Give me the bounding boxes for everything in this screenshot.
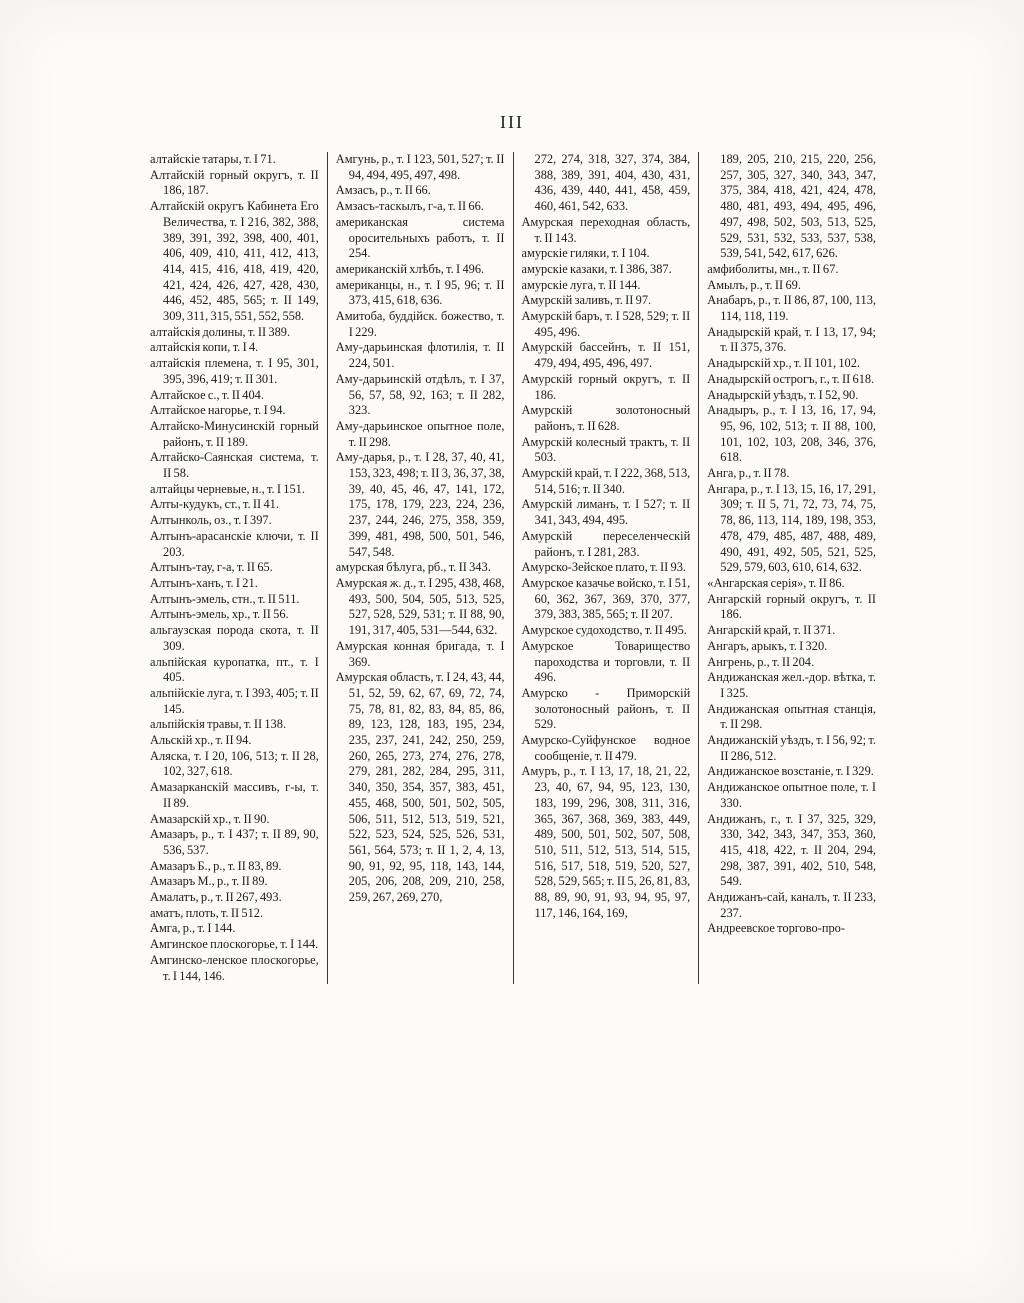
index-entry: Амурскій горный округъ, т. II 186. (521, 371, 691, 402)
index-entry: Аму-дарьинскій отдѣлъ, т. I 37, 56, 57, 58, 92, 163; т. II 282, 323. (335, 371, 505, 418)
index-entry: амурскіе луга, т. II 144. (521, 277, 641, 292)
index-entry: Амга, р., т. I 144. (150, 921, 236, 936)
index-entry: Альскій хр., т. II 94. (150, 733, 252, 748)
index-entry: Андижанъ-сай, каналъ, т. II 233, 237. (707, 890, 876, 920)
index-entry: Амурская ж. д., т. I 295, 438, 468, 493, 500, 504, 505, 513, 525, 527, 528, 529, 531; т. II 88, 90, 191, 317, 405, 531—544, 632. (335, 575, 505, 638)
index-entry: Амалатъ, р., т. II 267, 493. (150, 890, 282, 905)
index-entry: американскій хлѣбъ, т. I 496. (335, 261, 485, 276)
index-entry: Алтынколь, оз., т. I 397. (150, 513, 272, 528)
index-entry: Амитоба, буддійск. божество, т. I 229. (335, 309, 505, 339)
index-entry: альпійская куропатка, пт., т. I 405. (150, 654, 319, 685)
index-entry: Алтынъ-эмель, хр., т. II 56. (150, 607, 289, 622)
index-entry: Андижанъ, г., т. I 37, 325, 329, 330, 342, 343, 347, 353, 360, 415, 418, 422, т. II 204, 294, 298, 387, 391, 402, 510, 548, 549. (707, 811, 876, 889)
index-entry: Амгунь, р., т. I 123, 501, 527; т. II 94, 494, 495, 497, 498. (335, 152, 505, 182)
index-entry: Андижанская опытная станція, т. II 298. (707, 701, 876, 732)
index-entry: алтайскія долины, т. II 389. (150, 324, 291, 339)
index-entry: амфиболиты, мн., т. II 67. (707, 261, 839, 276)
index-entry: Алтайскій горный округъ, т. II 186, 187. (150, 167, 319, 198)
index-entry: Ангрень, р., т. II 204. (707, 654, 815, 669)
index-entry: амурскіе гиляки, т. I 104. (521, 246, 650, 261)
index-entry: Амазаръ Б., р., т. II 83, 89. (150, 858, 282, 873)
index-entry: Андижанское опытное поле, т. I 330. (707, 780, 876, 810)
index-entry: Амурскій бассейнъ, т. II 151, 479, 494, 495, 496, 497. (521, 340, 691, 371)
index-entry: Андижанское возстаніе, т. I 329. (707, 764, 874, 779)
index-entry: Алтайское нагорье, т. I 94. (150, 403, 286, 418)
index-entry: амурскіе казаки, т. I 386, 387. (521, 261, 672, 276)
index-entry: Алтынъ-эмель, стн., т. II 511. (150, 591, 300, 606)
index-entry: Анабаръ, р., т. II 86, 87, 100, 113, 114, 118, 119. (707, 293, 876, 324)
index-entry: Амурскій край, т. I 222, 368, 513, 514, 516; т. II 340. (521, 466, 691, 496)
index-entry: Амылъ, р., т. II 69. (707, 277, 801, 292)
index-entry: Андижанскій уѣздъ, т. I 56, 92; т. II 286, 512. (707, 733, 876, 763)
index-entry: Амурская конная бригада, т. I 369. (335, 638, 505, 669)
index-entry: Анадырскій край, т. I 13, 17, 94; т. II 375, 376. (707, 324, 876, 355)
index-entry: Андижанская жел.-дор. вѣтка, т. I 325. (707, 670, 876, 700)
index-entry: Ангара, р., т. I 13, 15, 16, 17, 291, 309; т. II 5, 71, 72, 73, 74, 75, 78, 86, 113, 114, 189, 198, 353, 478, 479, 485, 487, 488, 489, 490, 491, 492, 505, 521, 525, 529, 579, 603, 610, 614, 632. (707, 481, 876, 575)
index-entry: Амурскій лиманъ, т. I 527; т. II 341, 343, 494, 495. (521, 497, 691, 528)
index-entry: Ангарскій горный округъ, т. II 186. (707, 591, 876, 622)
index-entry: альпійскія травы, т. II 138. (150, 717, 287, 732)
index-entry: альпійскіе луга, т. I 393, 405; т. II 145. (150, 685, 319, 716)
index-entry: американцы, н., т. I 95, 96; т. II 373, 415, 618, 636. (335, 277, 505, 308)
index-entry: Алтайско-Минусинскій горный районъ, т. II 189. (150, 418, 319, 449)
index-entry: алтайскія племена, т. I 95, 301, 395, 396, 419; т. II 301. (150, 356, 319, 386)
index-entry: Амурскій переселенческій районъ, т. I 281, 283. (521, 528, 691, 559)
index-entry: Анадырскій хр., т. II 101, 102. (707, 356, 861, 371)
index-entry: Амгинско-ленское плоскогорье, т. I 144, 146. (150, 952, 319, 983)
index-columns (142, 152, 884, 984)
index-entry: Ангаръ, арыкъ, т. I 320. (707, 638, 828, 653)
index-entry: Алтынъ-ханъ, т. I 21. (150, 575, 258, 590)
index-entry: Алтайскій округъ Кабинета Его Величества, т. I 216, 382, 388, 389, 391, 392, 398, 400, 401, 406, 409, 410, 411, 412, 413, 414, 415, 416, 418, 419, 420, 421, 424, 426, 427, 428, 430, 446, 452, 485, 565; т. II 149, 309, 311, 315, 551, 552, 558. (150, 199, 319, 324)
index-column-2 (327, 152, 513, 984)
index-entry: Амурская область, т. I 24, 43, 44, 51, 52, 59, 62, 67, 69, 72, 74, 75, 78, 81, 82, 83, 84, 85, 86, 89, 123, 128, 183, 195, 234, 235, 237, 241, 242, 250, 259, 260, 265, 273, 274, 276, 278, 279, 281, 282, 284, 295, 311, 340, 350, 354, 357, 383, 451, 455, 468, 500, 501, 502, 505, 506, 511, 512, 513, 519, 521, 522, 523, 524, 525, 526, 531, 561, 564, 573; т. II 1, 2, 4, 13, 90, 91, 92, 95, 118, 143, 144, 205, 206, 208, 209, 210, 258, 259, 267, 269, 270, (335, 670, 505, 905)
index-entry: алтайцы черневые, н., т. I 151. (150, 481, 305, 496)
index-entry: Амгинское плоскогорье, т. I 144. (150, 937, 319, 952)
index-entry: Алтайское с., т. II 404. (150, 387, 264, 402)
index-entry: Амурско-Суйфунское водное сообщеніе, т. II 479. (521, 733, 691, 763)
index-entry: Амурскій золотоносный районъ, т. II 628. (521, 403, 691, 433)
index-entry: Алтынъ-тау, г-а, т. II 65. (150, 560, 273, 575)
index-entry: алтайскія копи, т. I 4. (150, 340, 259, 355)
index-entry: Андреевское торгово-про- (707, 921, 845, 936)
index-column-1 (142, 152, 327, 984)
index-column-3 (513, 152, 699, 984)
index-entry: Амуръ, р., т. I 13, 17, 18, 21, 22, 23, 40, 67, 94, 95, 123, 130, 183, 199, 296, 308, 311, 316, 365, 367, 368, 369, 383, 449, 489, 500, 501, 502, 507, 508, 510, 511, 512, 513, 514, 515, 516, 517, 518, 519, 520, 527, 528, 529, 565; т. II 5, 26, 81, 83, 88, 89, 90, 91, 93, 94, 95, 97, 117, 146, 164, 169, (521, 764, 691, 920)
index-entry: Амазаръ, р., т. I 437; т. II 89, 90, 536, 537. (150, 827, 319, 857)
index-entry: алтайскіе татары, т. I 71. (150, 152, 276, 166)
index-entry: Алтынъ-арасанскіе ключи, т. II 203. (150, 528, 319, 559)
index-entry-continuation: 272, 274, 318, 327, 374, 384, 388, 389, 391, 404, 430, 431, 436, 439, 440, 441, 458, 459, 460, 461, 542, 633. (534, 152, 691, 214)
index-entry: Анадыръ, р., т. I 13, 16, 17, 94, 95, 96, 102, 513; т. II 88, 100, 101, 102, 103, 208, 346, 376, 618. (707, 403, 876, 465)
index-entry: аматъ, плоть, т. II 512. (150, 905, 264, 920)
index-entry: Амурское Товарищество пароходства и торговли, т. II 496. (521, 638, 691, 685)
index-entry: «Ангарская серія», т. II 86. (707, 575, 845, 590)
index-entry: американская система оросительныхъ работъ, т. II 254. (335, 214, 505, 261)
index-entry: Амурскій заливъ, т. II 97. (521, 293, 652, 308)
index-column-4 (698, 152, 884, 984)
index-entry-continuation: 189, 205, 210, 215, 220, 256, 257, 305, 327, 340, 343, 347, 375, 384, 418, 421, 424, 478, 480, 481, 493, 494, 495, 496, 497, 498, 502, 503, 513, 525, 529, 531, 532, 533, 537, 538, 539, 541, 542, 617, 626. (720, 152, 876, 261)
index-entry: Алтайско-Саянская система, т. II 58. (150, 450, 319, 481)
index-entry: Анадырскій уѣздъ, т. I 52, 90. (707, 387, 859, 402)
index-entry: Амзасъ-таскылъ, г-а, т. II 66. (335, 199, 484, 214)
index-entry: амурская бѣлуга, рб., т. II 343. (335, 560, 491, 575)
index-entry: Амурское судоходство, т. II 495. (521, 623, 687, 638)
index-entry: Амурско-Зейское плато, т. II 93. (521, 560, 687, 575)
index-entry: Амурскій колесный трактъ, т. II 503. (521, 434, 691, 465)
index-entry: Амазарскій хр., т. II 90. (150, 811, 270, 826)
index-entry: Аляска, т. I 20, 106, 513; т. II 28, 102, 327, 618. (150, 748, 319, 779)
index-entry: Анадырскій острогъ, г., т. II 618. (707, 371, 875, 386)
index-entry: Анга, р., т. II 78. (707, 466, 790, 481)
index-entry: Амзасъ, р., т. II 66. (335, 183, 431, 198)
index-entry: Аму-дарьинская флотилія, т. II 224, 501. (335, 340, 505, 371)
index-entry: Амурская переходная область, т. II 143. (521, 214, 691, 245)
index-entry: Амазарканскій массивъ, г-ы, т. II 89. (150, 780, 319, 810)
index-entry: Амурскій баръ, т. I 528, 529; т. II 495, 496. (521, 309, 691, 339)
index-entry: Ангарскій край, т. II 371. (707, 623, 836, 638)
index-entry: Аму-дарьинское опытное поле, т. II 298. (335, 418, 505, 449)
index-entry: Аму-дарья, р., т. I 28, 37, 40, 41, 153, 323, 498; т. II 3, 36, 37, 38, 39, 40, 45, 46, 47, 141, 172, 175, 178, 179, 223, 224, 236, 237, 244, 246, 275, 358, 359, 399, 481, 498, 500, 501, 546, 547, 548. (335, 450, 505, 559)
index-entry: Амурское казачье войско, т. I 51, 60, 362, 367, 369, 370, 377, 379, 383, 385, 565; т. II 207. (521, 575, 691, 622)
index-entry: Амурско - Приморскій золотоносный районъ, т. II 529. (521, 685, 691, 732)
page-number: III (500, 112, 524, 132)
index-entry: альгаузская порода скота, т. II 309. (150, 623, 319, 653)
index-entry: Алты-кудукъ, ст., т. II 41. (150, 497, 279, 512)
index-entry: Амазаръ М., р., т. II 89. (150, 874, 268, 889)
